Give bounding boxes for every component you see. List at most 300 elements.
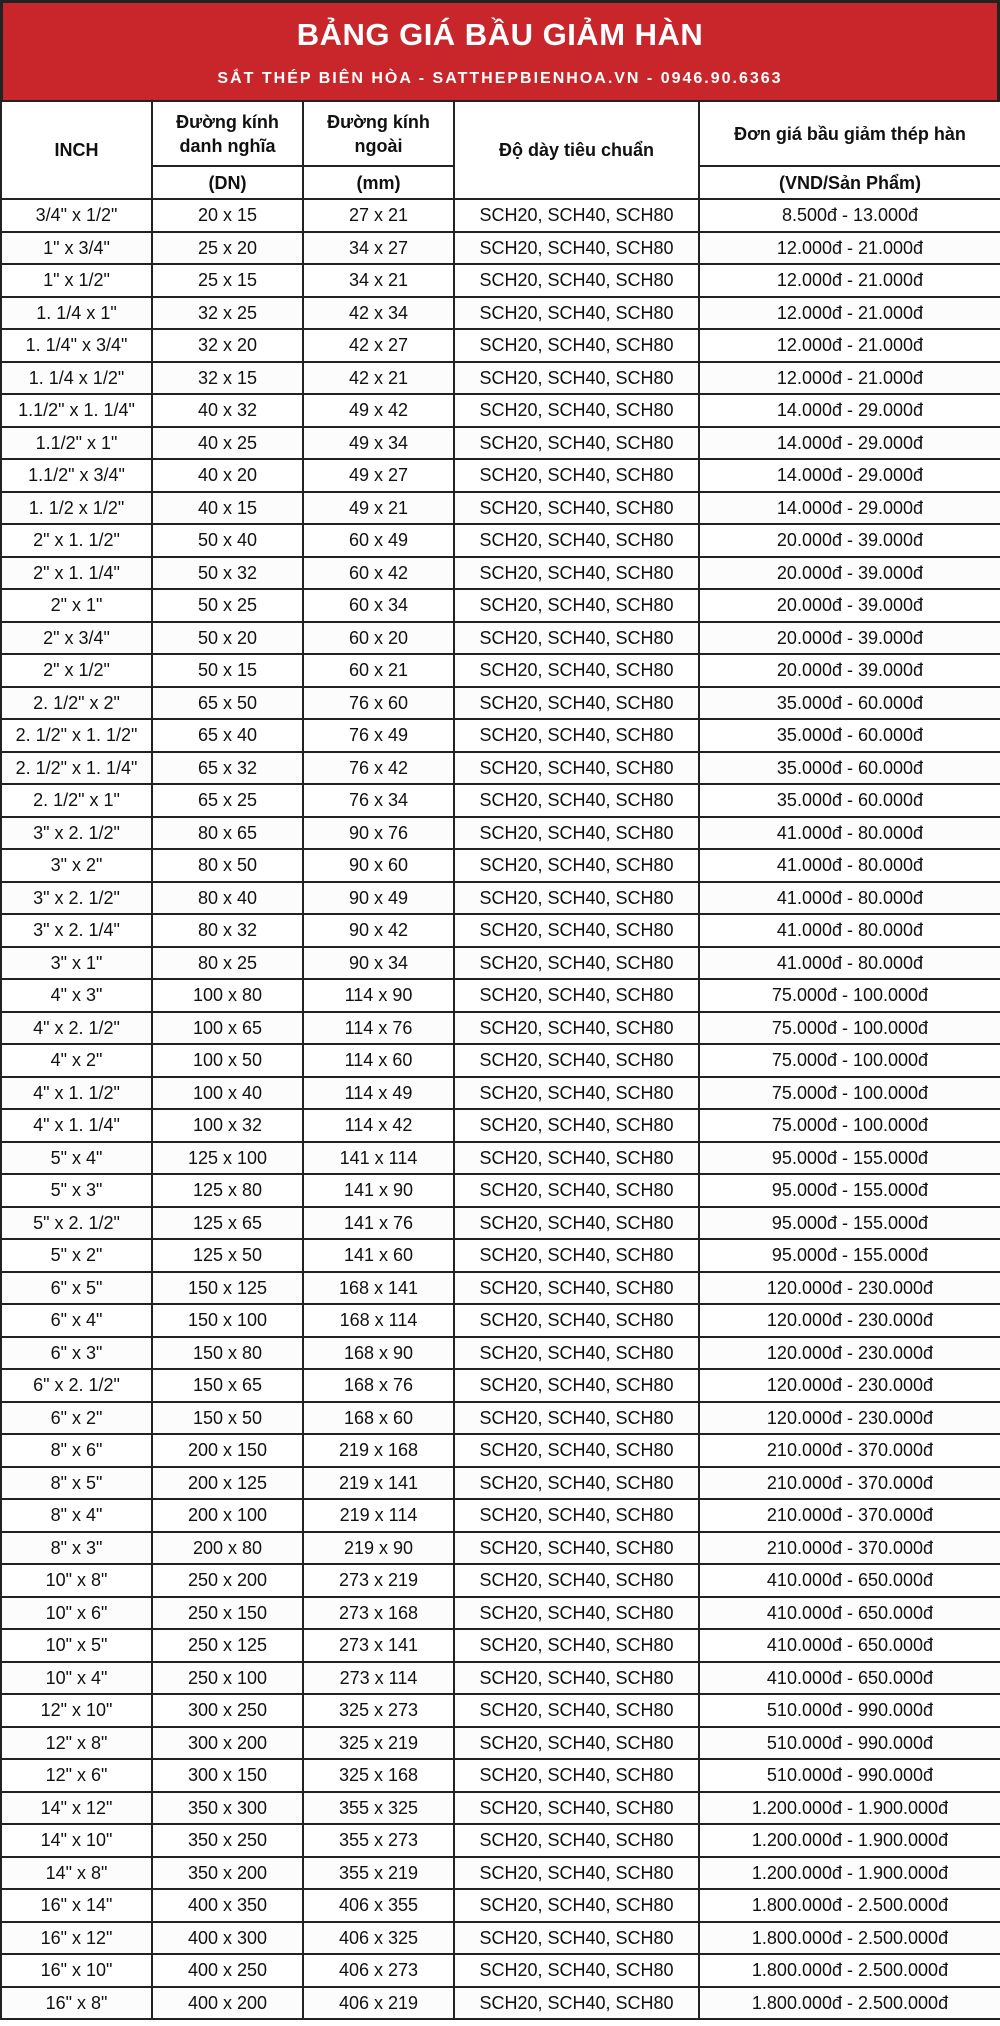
cell-thickness: SCH20, SCH40, SCH80 bbox=[454, 394, 699, 427]
table-row bbox=[1, 752, 1000, 785]
cell-price: 410.000đ - 650.000đ bbox=[699, 1564, 1000, 1597]
table-row bbox=[1, 1044, 1000, 1077]
cell-thickness: SCH20, SCH40, SCH80 bbox=[454, 1922, 699, 1955]
cell-dn: 32 x 15 bbox=[152, 362, 303, 395]
cell-price: 14.000đ - 29.000đ bbox=[699, 394, 1000, 427]
table-row bbox=[1, 1239, 1000, 1272]
table-row bbox=[1, 1304, 1000, 1337]
cell-od: 168 x 60 bbox=[303, 1402, 454, 1435]
cell-od: 219 x 114 bbox=[303, 1499, 454, 1532]
cell-inch: 2" x 1. 1/2" bbox=[1, 524, 152, 557]
cell-od: 90 x 49 bbox=[303, 882, 454, 915]
cell-price: 12.000đ - 21.000đ bbox=[699, 329, 1000, 362]
table-row bbox=[1, 1109, 1000, 1142]
cell-inch: 2" x 1/2" bbox=[1, 654, 152, 687]
cell-thickness: SCH20, SCH40, SCH80 bbox=[454, 1954, 699, 1987]
cell-inch: 4" x 1. 1/4" bbox=[1, 1109, 152, 1142]
cell-dn: 150 x 125 bbox=[152, 1272, 303, 1305]
cell-inch: 2. 1/2" x 2" bbox=[1, 687, 152, 720]
cell-thickness: SCH20, SCH40, SCH80 bbox=[454, 1304, 699, 1337]
cell-dn: 40 x 25 bbox=[152, 427, 303, 460]
cell-inch: 12" x 8" bbox=[1, 1727, 152, 1760]
cell-od: 141 x 90 bbox=[303, 1174, 454, 1207]
cell-od: 406 x 325 bbox=[303, 1922, 454, 1955]
cell-thickness: SCH20, SCH40, SCH80 bbox=[454, 362, 699, 395]
cell-od: 325 x 273 bbox=[303, 1694, 454, 1727]
col-header-od-line1: Đường kính bbox=[327, 111, 430, 132]
cell-od: 273 x 219 bbox=[303, 1564, 454, 1597]
cell-inch: 14" x 12" bbox=[1, 1792, 152, 1825]
cell-dn: 65 x 25 bbox=[152, 784, 303, 817]
cell-thickness: SCH20, SCH40, SCH80 bbox=[454, 1629, 699, 1662]
cell-price: 75.000đ - 100.000đ bbox=[699, 1109, 1000, 1142]
cell-dn: 150 x 80 bbox=[152, 1337, 303, 1370]
cell-dn: 50 x 32 bbox=[152, 557, 303, 590]
cell-od: 168 x 141 bbox=[303, 1272, 454, 1305]
cell-thickness: SCH20, SCH40, SCH80 bbox=[454, 1109, 699, 1142]
cell-price: 410.000đ - 650.000đ bbox=[699, 1629, 1000, 1662]
cell-price: 120.000đ - 230.000đ bbox=[699, 1337, 1000, 1370]
cell-od: 27 x 21 bbox=[303, 199, 454, 232]
cell-dn: 200 x 125 bbox=[152, 1467, 303, 1500]
cell-od: 34 x 21 bbox=[303, 264, 454, 297]
cell-thickness: SCH20, SCH40, SCH80 bbox=[454, 882, 699, 915]
cell-inch: 12" x 6" bbox=[1, 1759, 152, 1792]
cell-inch: 3" x 2" bbox=[1, 849, 152, 882]
cell-price: 12.000đ - 21.000đ bbox=[699, 264, 1000, 297]
cell-od: 219 x 168 bbox=[303, 1434, 454, 1467]
col-header-dn bbox=[152, 101, 303, 166]
cell-price: 20.000đ - 39.000đ bbox=[699, 589, 1000, 622]
cell-thickness: SCH20, SCH40, SCH80 bbox=[454, 1987, 699, 2020]
cell-dn: 100 x 80 bbox=[152, 979, 303, 1012]
cell-inch: 10" x 6" bbox=[1, 1597, 152, 1630]
cell-thickness: SCH20, SCH40, SCH80 bbox=[454, 1694, 699, 1727]
cell-od: 90 x 42 bbox=[303, 914, 454, 947]
table-row bbox=[1, 1987, 1000, 2020]
cell-price: 41.000đ - 80.000đ bbox=[699, 849, 1000, 882]
cell-od: 49 x 21 bbox=[303, 492, 454, 525]
table-row bbox=[1, 1889, 1000, 1922]
cell-dn: 65 x 50 bbox=[152, 687, 303, 720]
cell-dn: 80 x 25 bbox=[152, 947, 303, 980]
table-row bbox=[1, 1954, 1000, 1987]
cell-dn: 200 x 100 bbox=[152, 1499, 303, 1532]
cell-dn: 50 x 25 bbox=[152, 589, 303, 622]
cell-inch: 1. 1/2 x 1/2" bbox=[1, 492, 152, 525]
cell-dn: 40 x 15 bbox=[152, 492, 303, 525]
table-row bbox=[1, 1174, 1000, 1207]
table-row bbox=[1, 1434, 1000, 1467]
cell-od: 168 x 76 bbox=[303, 1369, 454, 1402]
cell-price: 1.800.000đ - 2.500.000đ bbox=[699, 1922, 1000, 1955]
cell-thickness: SCH20, SCH40, SCH80 bbox=[454, 1077, 699, 1110]
cell-thickness: SCH20, SCH40, SCH80 bbox=[454, 1597, 699, 1630]
cell-od: 60 x 34 bbox=[303, 589, 454, 622]
cell-thickness: SCH20, SCH40, SCH80 bbox=[454, 1792, 699, 1825]
cell-dn: 125 x 100 bbox=[152, 1142, 303, 1175]
table-row bbox=[1, 1532, 1000, 1565]
cell-thickness: SCH20, SCH40, SCH80 bbox=[454, 1467, 699, 1500]
table-row bbox=[1, 264, 1000, 297]
cell-od: 76 x 34 bbox=[303, 784, 454, 817]
cell-inch: 5" x 3" bbox=[1, 1174, 152, 1207]
cell-inch: 1. 1/4 x 1" bbox=[1, 297, 152, 330]
cell-price: 1.200.000đ - 1.900.000đ bbox=[699, 1792, 1000, 1825]
cell-inch: 5" x 2" bbox=[1, 1239, 152, 1272]
cell-od: 42 x 27 bbox=[303, 329, 454, 362]
cell-thickness: SCH20, SCH40, SCH80 bbox=[454, 1434, 699, 1467]
cell-inch: 16" x 14" bbox=[1, 1889, 152, 1922]
cell-od: 76 x 49 bbox=[303, 719, 454, 752]
cell-inch: 4" x 3" bbox=[1, 979, 152, 1012]
cell-od: 325 x 168 bbox=[303, 1759, 454, 1792]
cell-price: 1.800.000đ - 2.500.000đ bbox=[699, 1987, 1000, 2020]
cell-od: 406 x 219 bbox=[303, 1987, 454, 2020]
cell-od: 42 x 21 bbox=[303, 362, 454, 395]
cell-od: 273 x 168 bbox=[303, 1597, 454, 1630]
cell-thickness: SCH20, SCH40, SCH80 bbox=[454, 589, 699, 622]
cell-price: 12.000đ - 21.000đ bbox=[699, 297, 1000, 330]
cell-thickness: SCH20, SCH40, SCH80 bbox=[454, 492, 699, 525]
table-row bbox=[1, 1272, 1000, 1305]
cell-dn: 400 x 200 bbox=[152, 1987, 303, 2020]
cell-od: 355 x 219 bbox=[303, 1857, 454, 1890]
table-row bbox=[1, 459, 1000, 492]
cell-inch: 8" x 5" bbox=[1, 1467, 152, 1500]
cell-inch: 8" x 6" bbox=[1, 1434, 152, 1467]
cell-thickness: SCH20, SCH40, SCH80 bbox=[454, 719, 699, 752]
table-row bbox=[1, 1012, 1000, 1045]
cell-od: 76 x 60 bbox=[303, 687, 454, 720]
cell-price: 35.000đ - 60.000đ bbox=[699, 719, 1000, 752]
cell-price: 210.000đ - 370.000đ bbox=[699, 1532, 1000, 1565]
cell-od: 90 x 60 bbox=[303, 849, 454, 882]
cell-od: 168 x 90 bbox=[303, 1337, 454, 1370]
cell-thickness: SCH20, SCH40, SCH80 bbox=[454, 1662, 699, 1695]
cell-od: 406 x 273 bbox=[303, 1954, 454, 1987]
table-row bbox=[1, 1922, 1000, 1955]
cell-thickness: SCH20, SCH40, SCH80 bbox=[454, 1207, 699, 1240]
col-unit-dn: (DN) bbox=[152, 166, 303, 199]
cell-od: 60 x 20 bbox=[303, 622, 454, 655]
cell-price: 75.000đ - 100.000đ bbox=[699, 1077, 1000, 1110]
table-row bbox=[1, 362, 1000, 395]
cell-price: 41.000đ - 80.000đ bbox=[699, 914, 1000, 947]
cell-thickness: SCH20, SCH40, SCH80 bbox=[454, 524, 699, 557]
table-row bbox=[1, 622, 1000, 655]
cell-thickness: SCH20, SCH40, SCH80 bbox=[454, 459, 699, 492]
table-row bbox=[1, 1792, 1000, 1825]
table-row bbox=[1, 1564, 1000, 1597]
table-row bbox=[1, 1142, 1000, 1175]
cell-od: 114 x 60 bbox=[303, 1044, 454, 1077]
cell-thickness: SCH20, SCH40, SCH80 bbox=[454, 1369, 699, 1402]
cell-thickness: SCH20, SCH40, SCH80 bbox=[454, 232, 699, 265]
cell-inch: 2" x 3/4" bbox=[1, 622, 152, 655]
cell-inch: 1.1/2" x 3/4" bbox=[1, 459, 152, 492]
page-subtitle: SẮT THÉP BIÊN HÒA - SATTHEPBIENHOA.VN - 0946.90.6363 bbox=[217, 70, 783, 87]
table-row bbox=[1, 589, 1000, 622]
cell-thickness: SCH20, SCH40, SCH80 bbox=[454, 1824, 699, 1857]
table-row bbox=[1, 1629, 1000, 1662]
cell-inch: 2. 1/2" x 1. 1/4" bbox=[1, 752, 152, 785]
col-header-dn-line1: Đường kính bbox=[176, 111, 279, 132]
cell-inch: 1" x 3/4" bbox=[1, 232, 152, 265]
cell-inch: 4" x 2. 1/2" bbox=[1, 1012, 152, 1045]
table-row bbox=[1, 329, 1000, 362]
cell-od: 219 x 90 bbox=[303, 1532, 454, 1565]
cell-price: 1.200.000đ - 1.900.000đ bbox=[699, 1824, 1000, 1857]
table-row bbox=[1, 1369, 1000, 1402]
cell-thickness: SCH20, SCH40, SCH80 bbox=[454, 622, 699, 655]
cell-dn: 32 x 25 bbox=[152, 297, 303, 330]
cell-price: 210.000đ - 370.000đ bbox=[699, 1467, 1000, 1500]
cell-dn: 200 x 80 bbox=[152, 1532, 303, 1565]
cell-inch: 8" x 3" bbox=[1, 1532, 152, 1565]
cell-od: 60 x 49 bbox=[303, 524, 454, 557]
table-row bbox=[1, 914, 1000, 947]
cell-inch: 14" x 10" bbox=[1, 1824, 152, 1857]
cell-inch: 2" x 1" bbox=[1, 589, 152, 622]
cell-price: 12.000đ - 21.000đ bbox=[699, 362, 1000, 395]
table-row bbox=[1, 817, 1000, 850]
cell-dn: 80 x 32 bbox=[152, 914, 303, 947]
cell-dn: 250 x 100 bbox=[152, 1662, 303, 1695]
cell-dn: 350 x 300 bbox=[152, 1792, 303, 1825]
cell-dn: 40 x 32 bbox=[152, 394, 303, 427]
cell-price: 95.000đ - 155.000đ bbox=[699, 1239, 1000, 1272]
table-row bbox=[1, 979, 1000, 1012]
cell-od: 34 x 27 bbox=[303, 232, 454, 265]
cell-thickness: SCH20, SCH40, SCH80 bbox=[454, 557, 699, 590]
cell-dn: 300 x 200 bbox=[152, 1727, 303, 1760]
cell-price: 510.000đ - 990.000đ bbox=[699, 1727, 1000, 1760]
cell-inch: 1" x 1/2" bbox=[1, 264, 152, 297]
cell-dn: 125 x 65 bbox=[152, 1207, 303, 1240]
cell-thickness: SCH20, SCH40, SCH80 bbox=[454, 784, 699, 817]
cell-thickness: SCH20, SCH40, SCH80 bbox=[454, 1759, 699, 1792]
cell-inch: 2. 1/2" x 1" bbox=[1, 784, 152, 817]
cell-od: 76 x 42 bbox=[303, 752, 454, 785]
cell-inch: 6" x 2. 1/2" bbox=[1, 1369, 152, 1402]
cell-price: 95.000đ - 155.000đ bbox=[699, 1174, 1000, 1207]
table-row bbox=[1, 1694, 1000, 1727]
cell-inch: 3" x 2. 1/4" bbox=[1, 914, 152, 947]
price-table bbox=[0, 100, 1000, 2020]
col-unit-price: (VND/Sản Phẩm) bbox=[699, 166, 1000, 199]
cell-dn: 50 x 40 bbox=[152, 524, 303, 557]
cell-dn: 250 x 200 bbox=[152, 1564, 303, 1597]
cell-inch: 3" x 2. 1/2" bbox=[1, 882, 152, 915]
cell-inch: 1. 1/4" x 3/4" bbox=[1, 329, 152, 362]
cell-dn: 65 x 32 bbox=[152, 752, 303, 785]
cell-dn: 400 x 350 bbox=[152, 1889, 303, 1922]
cell-od: 114 x 42 bbox=[303, 1109, 454, 1142]
cell-thickness: SCH20, SCH40, SCH80 bbox=[454, 817, 699, 850]
cell-od: 60 x 21 bbox=[303, 654, 454, 687]
cell-inch: 6" x 2" bbox=[1, 1402, 152, 1435]
cell-thickness: SCH20, SCH40, SCH80 bbox=[454, 1272, 699, 1305]
cell-price: 510.000đ - 990.000đ bbox=[699, 1694, 1000, 1727]
cell-thickness: SCH20, SCH40, SCH80 bbox=[454, 1889, 699, 1922]
page-title: BẢNG GIÁ BẦU GIẢM HÀN bbox=[296, 17, 704, 52]
cell-inch: 5" x 4" bbox=[1, 1142, 152, 1175]
cell-inch: 5" x 2. 1/2" bbox=[1, 1207, 152, 1240]
table-row bbox=[1, 232, 1000, 265]
cell-dn: 300 x 150 bbox=[152, 1759, 303, 1792]
cell-price: 41.000đ - 80.000đ bbox=[699, 947, 1000, 980]
cell-inch: 16" x 10" bbox=[1, 1954, 152, 1987]
table-row bbox=[1, 1467, 1000, 1500]
cell-price: 1.800.000đ - 2.500.000đ bbox=[699, 1954, 1000, 1987]
cell-price: 1.800.000đ - 2.500.000đ bbox=[699, 1889, 1000, 1922]
cell-od: 273 x 141 bbox=[303, 1629, 454, 1662]
cell-dn: 400 x 250 bbox=[152, 1954, 303, 1987]
cell-price: 510.000đ - 990.000đ bbox=[699, 1759, 1000, 1792]
cell-price: 410.000đ - 650.000đ bbox=[699, 1662, 1000, 1695]
cell-price: 8.500đ - 13.000đ bbox=[699, 199, 1000, 232]
cell-thickness: SCH20, SCH40, SCH80 bbox=[454, 1142, 699, 1175]
cell-dn: 125 x 50 bbox=[152, 1239, 303, 1272]
cell-inch: 16" x 8" bbox=[1, 1987, 152, 2020]
cell-price: 95.000đ - 155.000đ bbox=[699, 1142, 1000, 1175]
cell-dn: 100 x 65 bbox=[152, 1012, 303, 1045]
table-row bbox=[1, 492, 1000, 525]
cell-thickness: SCH20, SCH40, SCH80 bbox=[454, 947, 699, 980]
cell-thickness: SCH20, SCH40, SCH80 bbox=[454, 1499, 699, 1532]
cell-thickness: SCH20, SCH40, SCH80 bbox=[454, 654, 699, 687]
cell-price: 35.000đ - 60.000đ bbox=[699, 752, 1000, 785]
cell-od: 60 x 42 bbox=[303, 557, 454, 590]
table-row bbox=[1, 882, 1000, 915]
table-row bbox=[1, 1337, 1000, 1370]
col-header-price: Đơn giá bầu giảm thép hàn bbox=[699, 101, 1000, 166]
cell-thickness: SCH20, SCH40, SCH80 bbox=[454, 914, 699, 947]
cell-dn: 50 x 20 bbox=[152, 622, 303, 655]
cell-dn: 400 x 300 bbox=[152, 1922, 303, 1955]
cell-thickness: SCH20, SCH40, SCH80 bbox=[454, 264, 699, 297]
table-row bbox=[1, 199, 1000, 232]
cell-od: 114 x 90 bbox=[303, 979, 454, 1012]
col-unit-od: (mm) bbox=[303, 166, 454, 199]
cell-price: 95.000đ - 155.000đ bbox=[699, 1207, 1000, 1240]
cell-od: 90 x 34 bbox=[303, 947, 454, 980]
cell-thickness: SCH20, SCH40, SCH80 bbox=[454, 199, 699, 232]
cell-od: 325 x 219 bbox=[303, 1727, 454, 1760]
table-row bbox=[1, 1857, 1000, 1890]
cell-dn: 250 x 150 bbox=[152, 1597, 303, 1630]
cell-inch: 3" x 1" bbox=[1, 947, 152, 980]
cell-price: 120.000đ - 230.000đ bbox=[699, 1369, 1000, 1402]
cell-od: 90 x 76 bbox=[303, 817, 454, 850]
table-row bbox=[1, 1207, 1000, 1240]
cell-thickness: SCH20, SCH40, SCH80 bbox=[454, 1239, 699, 1272]
cell-od: 219 x 141 bbox=[303, 1467, 454, 1500]
cell-price: 75.000đ - 100.000đ bbox=[699, 979, 1000, 1012]
cell-thickness: SCH20, SCH40, SCH80 bbox=[454, 1727, 699, 1760]
cell-price: 41.000đ - 80.000đ bbox=[699, 817, 1000, 850]
cell-inch: 14" x 8" bbox=[1, 1857, 152, 1890]
col-header-od-line2: ngoài bbox=[354, 135, 403, 156]
cell-thickness: SCH20, SCH40, SCH80 bbox=[454, 1012, 699, 1045]
table-row bbox=[1, 947, 1000, 980]
cell-dn: 80 x 50 bbox=[152, 849, 303, 882]
cell-dn: 25 x 20 bbox=[152, 232, 303, 265]
cell-price: 75.000đ - 100.000đ bbox=[699, 1044, 1000, 1077]
table-row bbox=[1, 1402, 1000, 1435]
cell-price: 35.000đ - 60.000đ bbox=[699, 687, 1000, 720]
cell-thickness: SCH20, SCH40, SCH80 bbox=[454, 687, 699, 720]
table-row bbox=[1, 1824, 1000, 1857]
cell-price: 1.200.000đ - 1.900.000đ bbox=[699, 1857, 1000, 1890]
table-row bbox=[1, 394, 1000, 427]
cell-od: 355 x 273 bbox=[303, 1824, 454, 1857]
cell-dn: 200 x 150 bbox=[152, 1434, 303, 1467]
cell-price: 75.000đ - 100.000đ bbox=[699, 1012, 1000, 1045]
cell-inch: 1.1/2" x 1" bbox=[1, 427, 152, 460]
cell-dn: 150 x 100 bbox=[152, 1304, 303, 1337]
cell-thickness: SCH20, SCH40, SCH80 bbox=[454, 752, 699, 785]
cell-od: 42 x 34 bbox=[303, 297, 454, 330]
cell-od: 273 x 114 bbox=[303, 1662, 454, 1695]
cell-dn: 250 x 125 bbox=[152, 1629, 303, 1662]
cell-od: 114 x 76 bbox=[303, 1012, 454, 1045]
cell-inch: 2" x 1. 1/4" bbox=[1, 557, 152, 590]
cell-od: 141 x 76 bbox=[303, 1207, 454, 1240]
cell-dn: 350 x 250 bbox=[152, 1824, 303, 1857]
cell-dn: 125 x 80 bbox=[152, 1174, 303, 1207]
cell-thickness: SCH20, SCH40, SCH80 bbox=[454, 1402, 699, 1435]
table-row bbox=[1, 427, 1000, 460]
cell-od: 49 x 42 bbox=[303, 394, 454, 427]
cell-dn: 25 x 15 bbox=[152, 264, 303, 297]
cell-price: 14.000đ - 29.000đ bbox=[699, 492, 1000, 525]
table-row bbox=[1, 524, 1000, 557]
cell-price: 20.000đ - 39.000đ bbox=[699, 557, 1000, 590]
cell-dn: 150 x 50 bbox=[152, 1402, 303, 1435]
cell-inch: 8" x 4" bbox=[1, 1499, 152, 1532]
cell-thickness: SCH20, SCH40, SCH80 bbox=[454, 1174, 699, 1207]
table-row bbox=[1, 1759, 1000, 1792]
cell-inch: 10" x 8" bbox=[1, 1564, 152, 1597]
cell-thickness: SCH20, SCH40, SCH80 bbox=[454, 427, 699, 460]
cell-price: 35.000đ - 60.000đ bbox=[699, 784, 1000, 817]
cell-inch: 10" x 4" bbox=[1, 1662, 152, 1695]
cell-dn: 150 x 65 bbox=[152, 1369, 303, 1402]
cell-dn: 100 x 32 bbox=[152, 1109, 303, 1142]
cell-price: 14.000đ - 29.000đ bbox=[699, 459, 1000, 492]
table-row bbox=[1, 1499, 1000, 1532]
cell-dn: 20 x 15 bbox=[152, 199, 303, 232]
cell-thickness: SCH20, SCH40, SCH80 bbox=[454, 297, 699, 330]
table-header-row bbox=[1, 101, 1000, 166]
cell-inch: 4" x 1. 1/2" bbox=[1, 1077, 152, 1110]
cell-od: 406 x 355 bbox=[303, 1889, 454, 1922]
cell-price: 410.000đ - 650.000đ bbox=[699, 1597, 1000, 1630]
cell-thickness: SCH20, SCH40, SCH80 bbox=[454, 1337, 699, 1370]
cell-od: 168 x 114 bbox=[303, 1304, 454, 1337]
cell-price: 120.000đ - 230.000đ bbox=[699, 1272, 1000, 1305]
cell-od: 141 x 60 bbox=[303, 1239, 454, 1272]
cell-inch: 3" x 2. 1/2" bbox=[1, 817, 152, 850]
cell-od: 141 x 114 bbox=[303, 1142, 454, 1175]
table-row bbox=[1, 1662, 1000, 1695]
cell-price: 20.000đ - 39.000đ bbox=[699, 654, 1000, 687]
cell-inch: 1.1/2" x 1. 1/4" bbox=[1, 394, 152, 427]
cell-price: 41.000đ - 80.000đ bbox=[699, 882, 1000, 915]
cell-inch: 16" x 12" bbox=[1, 1922, 152, 1955]
